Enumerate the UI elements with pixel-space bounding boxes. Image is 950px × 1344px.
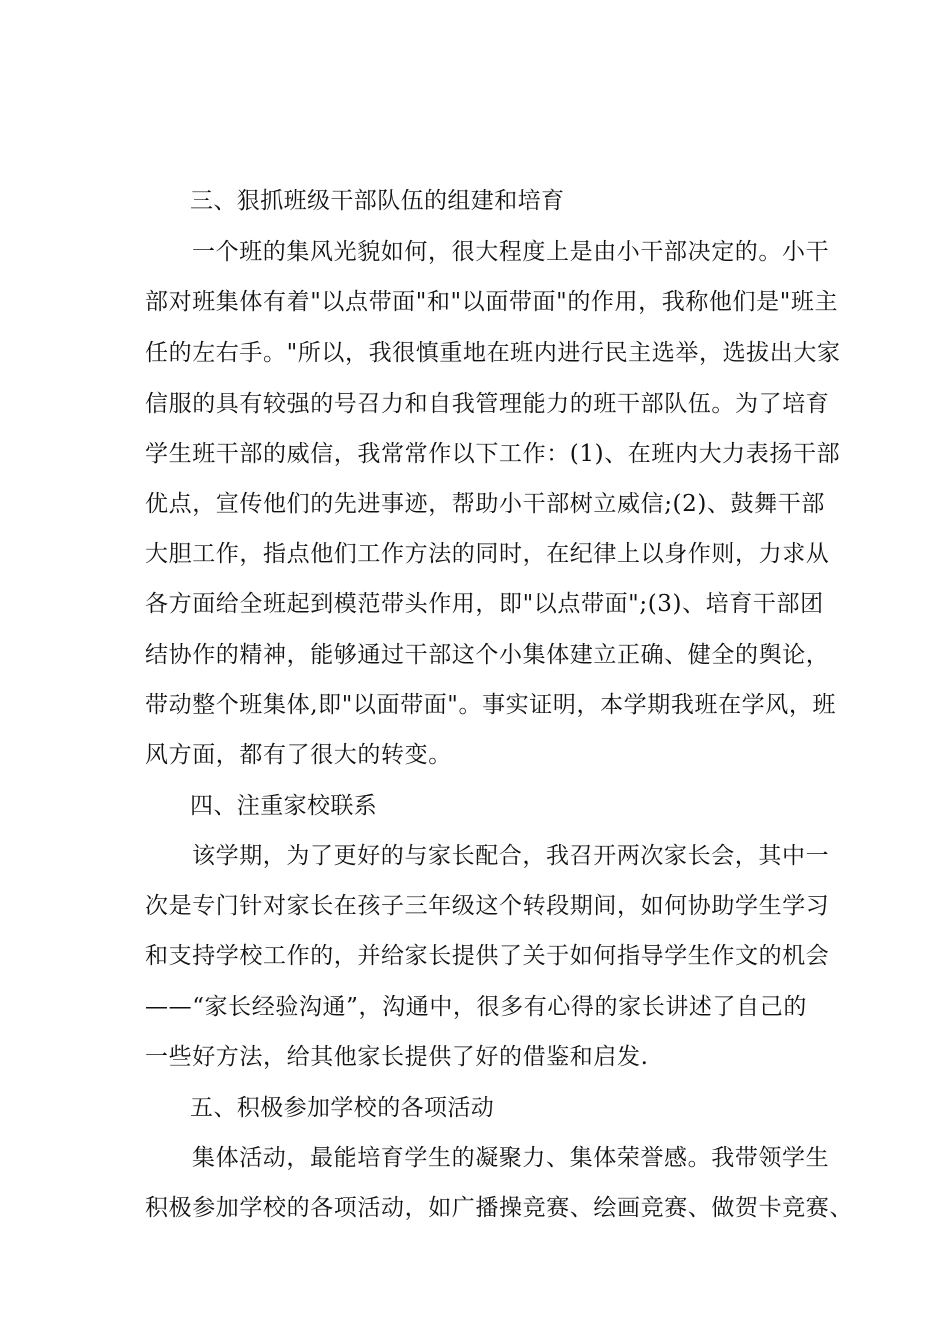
section-heading-4: 四、注重家校联系 [190,793,378,819]
paragraph-line: 优点，宣传他们的先进事迹，帮助小干部树立威信;(2)、鼓舞干部 [145,491,825,517]
paragraph-line: 集体活动，最能培育学生的凝聚力、集体荣誉感。我带领学生 [192,1145,830,1171]
section-heading-3: 三、狠抓班级干部队伍的组建和培育 [190,188,565,214]
paragraph-line: 积极参加学校的各项活动，如广播操竞赛、绘画竞赛、做贺卡竞赛、 [145,1195,853,1221]
paragraph-line: ——“家长经验沟通”，沟通中，很多有心得的家长讲述了自己的 [145,994,807,1020]
paragraph-line: 一些好方法，给其他家长提供了好的借鉴和启发. [145,1044,649,1070]
paragraph-line: 结协作的精神，能够通过干部这个小集体建立正确、健全的舆论， [145,642,830,668]
section-heading-5: 五、积极参加学校的各项活动 [190,1095,495,1121]
paragraph-line: 一个班的集风光貌如何，很大程度上是由小干部决定的。小干 [192,239,830,265]
paragraph-line: 和支持学校工作的，并给家长提供了关于如何指导学生作文的机会 [145,943,830,969]
paragraph-line: 次是专门针对家长在孩子三年级这个转段期间，如何协助学生学习 [145,893,830,919]
paragraph-line: 风方面，都有了很大的转变。 [145,742,452,768]
paragraph-line: 各方面给全班起到模范带头作用，即"以点带面";(3)、培育干部团 [145,591,824,617]
paragraph-line: 学生班干部的威信，我常常作以下工作：(1)、在班内大力表扬干部 [145,441,841,467]
paragraph-line: 该学期，为了更好的与家长配合，我召开两次家长会，其中一 [192,843,830,869]
paragraph-line: 大胆工作，指点他们工作方法的同时，在纪律上以身作则，力求从 [145,541,830,567]
paragraph-line: 带动整个班集体,即"以面带面"。事实证明，本学期我班在学风，班 [145,692,837,718]
paragraph-line: 信服的具有较强的号召力和自我管理能力的班干部队伍。为了培育 [145,391,830,417]
paragraph-line: 部对班集体有着"以点带面"和"以面带面"的作用，我称他们是"班主 [145,289,839,315]
paragraph-line: 任的左右手。"所以，我很慎重地在班内进行民主选举，选拔出大家 [145,340,841,366]
